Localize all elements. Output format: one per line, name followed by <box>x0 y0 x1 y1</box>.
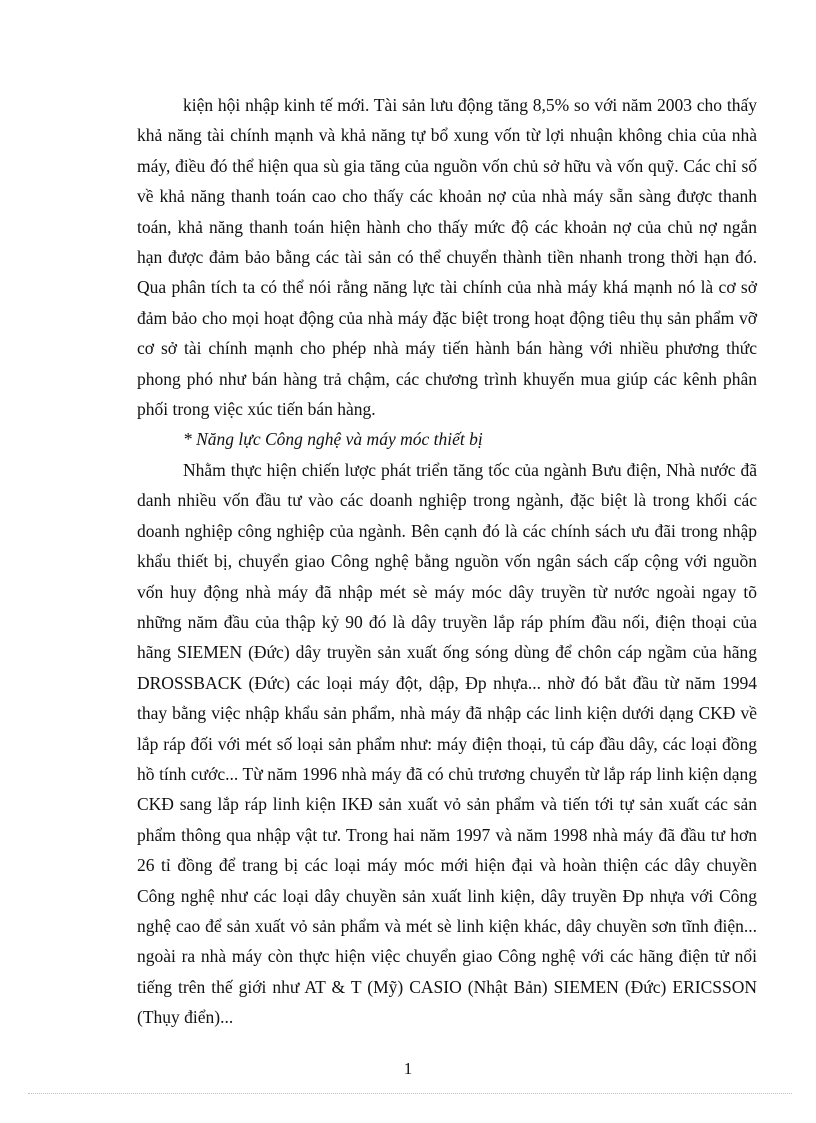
body-text <box>137 90 757 1033</box>
section-heading-technology: * Năng lực Công nghệ và máy móc thiết bị <box>183 429 483 450</box>
footer-divider <box>28 1093 792 1094</box>
page-number: 1 <box>403 1059 413 1078</box>
paragraph-financial-capacity: kiện hội nhập kinh tế mới. Tài sản lưu động tăng 8,5% so với năm 2003 cho thấy khả năng tài chính mạnh và khả năng tự bổ xung vốn từ lợi nhuận không chia của nhà máy, điều đó thể hiện qua sù gia tăng của nguồn vốn chủ sở hữu và vốn quỹ. Các chỉ số về khả năng thanh toán cao cho thấy các khoản nợ của nhà máy sẵn sàng được thanh toán, khả năng thanh toán hiện hành cho thấy mức độ các khoản nợ của chủ nợ ngắn hạn được đảm bảo bằng các tài sản có thể chuyển thành tiền nhanh trong thời hạn đó. Qua phân tích ta có thể nói rằng năng lực tài chính của nhà máy khá mạnh nó là cơ sở đảm bảo cho mọi hoạt động của nhà máy đặc biệt trong hoạt động tiêu thụ sản phẩm vỡ cơ sở tài chính mạnh cho phép nhà máy tiến hành bán hàng với nhiều phương thức phong phó như bán hàng trả chậm, các chương trình khuyến mua giúp các kênh phân phối trong việc xúc tiến bán hàng. <box>137 95 757 420</box>
paragraph-technology-equipment: Nhằm thực hiện chiến lược phát triển tăng tốc của ngành Bưu điện, Nhà nước đã danh nhiều vốn đầu tư vào các doanh nghiệp trong ngành, đặc biệt là trong khối các doanh nghiệp công nghiệp của ngành. Bên cạnh đó là các chính sách ưu đãi trong nhập khẩu thiết bị, chuyển giao Công nghệ bằng nguồn vốn ngân sách cấp cộng với nguồn vốn huy động nhà máy đã nhập mét sè máy móc dây truyền từ nước ngoài ngay tõ những năm đầu của thập kỷ 90 đó là dây truyền lắp ráp phím đầu nối, điện thoại của hãng SIEMEN (Đức) dây truyền sản xuất ống sóng dùng để chôn cáp ngầm của hãng DROSSBACK (Đức) các loại máy đột, dập, Ðp nhựa... nhờ đó bắt đầu từ năm 1994 thay bằng việc nhập khẩu sản phẩm, nhà máy đã nhập các linh kiện dưới dạng CKĐ về lắp ráp đối với mét số loại sản phẩm như: máy điện thoại, tủ cáp đầu dây, các loại đồng hồ tính cước... Từ năm 1996 nhà máy đã có chủ trương chuyển từ lắp ráp linh kiện dạng CKĐ sang lắp ráp linh kiện IKĐ sản xuất vỏ sản phẩm và tiến tới tự sản xuất các sản phẩm thông qua nhập vật tư. Trong hai năm 1997 và năm 1998 nhà máy đã đầu tư hơn 26 tỉ đồng để trang bị các loại máy móc mới hiện đại và hoàn thiện các dây chuyền Công nghệ như các loại dây chuyền sản xuất linh kiện, dây truyền Ðp nhựa với Công nghệ cao để sản xuất vỏ sản phẩm và mét sè linh kiện khác, dây chuyền sơn tĩnh điện... ngoài ra nhà máy còn thực hiện việc chuyển giao Công nghệ với các hãng điện tử nổi tiếng trên thế giới như AT & T (Mỹ) CASIO (Nhật Bản) SIEMEN (Đức) ERICSSON (Thụy điển)... <box>137 459 757 1028</box>
